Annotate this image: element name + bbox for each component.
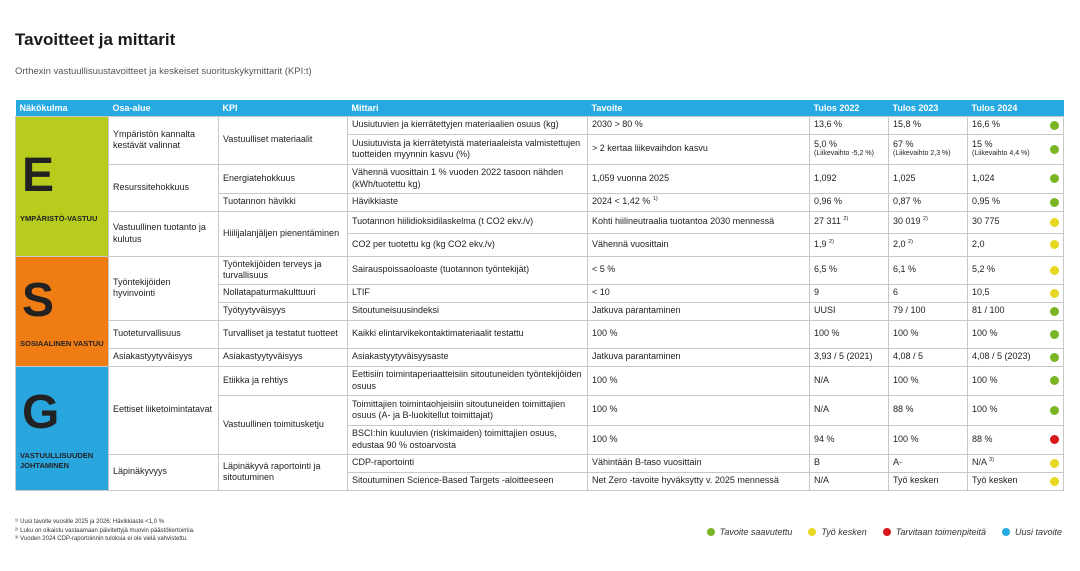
result-2024: 5,2 % bbox=[968, 256, 1044, 284]
footnote: ¹⁾ Uusi tavoite vuosille 2025 ja 2026: Hävikkiaste <1,0 % bbox=[15, 519, 165, 525]
status-cell bbox=[1044, 320, 1064, 348]
status-cell bbox=[1044, 454, 1064, 472]
table-row bbox=[16, 211, 1064, 233]
footnote-ref: 2) bbox=[829, 238, 834, 245]
status-cell bbox=[1044, 256, 1064, 284]
result-2023: 100 % bbox=[889, 320, 968, 348]
legend-item bbox=[808, 527, 866, 537]
pillar-name: SOSIAALINEN VASTUU bbox=[20, 339, 104, 349]
status-cell bbox=[1044, 193, 1064, 211]
table-row bbox=[16, 256, 1064, 284]
target-cell: < 10 bbox=[588, 284, 810, 302]
status-dot-icon bbox=[883, 528, 891, 536]
status-dot-icon bbox=[1050, 330, 1059, 339]
header-mittari: Mittari bbox=[348, 100, 588, 116]
result-note: (Liikevaihto 4,4 %) bbox=[972, 150, 1030, 158]
header-tavoite: Tavoite bbox=[588, 100, 810, 116]
result-2022: 0,96 % bbox=[810, 193, 889, 211]
target-cell: Jatkuva parantaminen bbox=[588, 348, 810, 366]
result-2023: 79 / 100 bbox=[889, 302, 968, 320]
result-2023 bbox=[889, 134, 968, 164]
metric-cell: Uusiutuvien ja kierrätettyjen materiaalien osuus (kg) bbox=[348, 116, 588, 134]
result-2024: 88 % bbox=[968, 425, 1044, 454]
pillar-letter: G bbox=[22, 386, 60, 440]
metric-cell: Eettisiin toimintaperiaatteisiin sitoutuneiden työntekijöiden osuus bbox=[348, 366, 588, 395]
metric-cell: Hävikkiaste bbox=[348, 193, 588, 211]
result-2024: Työ kesken bbox=[968, 472, 1044, 490]
status-dot-icon bbox=[1050, 145, 1059, 154]
result-value: 2,0 bbox=[893, 238, 906, 249]
area-cell: Asiakastyytyväisyys bbox=[109, 348, 219, 366]
result-2022: 1,092 bbox=[810, 164, 889, 193]
footnote-ref: 3) bbox=[989, 457, 994, 464]
page-title: Tavoitteet ja mittarit bbox=[15, 30, 176, 49]
status-dot-icon bbox=[1050, 435, 1059, 444]
result-2023: 88 % bbox=[889, 395, 968, 425]
area-cell: Tuoteturvallisuus bbox=[109, 320, 219, 348]
footnote-ref: 2) bbox=[908, 238, 913, 245]
page-subtitle: Orthexin vastuullisuustavoitteet ja keskeiset suorituskykymittarit (KPI:t) bbox=[15, 66, 312, 77]
result-2022: N/A bbox=[810, 395, 889, 425]
result-2024: 10,5 bbox=[968, 284, 1044, 302]
footnote: ³⁾ Vuoden 2024 CDP-raportoinnin tuloksia ei ole vielä vahvistettu. bbox=[15, 536, 188, 543]
target-cell: 100 % bbox=[588, 395, 810, 425]
result-2023: 100 % bbox=[889, 366, 968, 395]
area-cell: Eettiset liiketoimintatavat bbox=[109, 366, 219, 454]
legend-item bbox=[883, 527, 986, 537]
result-value: 30 019 bbox=[893, 216, 921, 227]
status-dot-icon bbox=[1050, 307, 1059, 316]
header-tulos-2022: Tulos 2022 bbox=[810, 100, 889, 116]
status-cell bbox=[1044, 348, 1064, 366]
metric-cell: CO2 per tuotettu kg (kg CO2 ekv./v) bbox=[348, 233, 588, 256]
kpi-cell: Työtyytyväisyys bbox=[219, 302, 348, 320]
pillar-g bbox=[16, 366, 109, 490]
result-note: (Liikevaihto 2,3 %) bbox=[893, 150, 951, 158]
result-value: 1,9 bbox=[814, 238, 827, 249]
header-osa-alue: Osa-alue bbox=[109, 100, 219, 116]
metric-cell: Sairauspoissaoloaste (tuotannon työntekijät) bbox=[348, 256, 588, 284]
result-2024: 4,08 / 5 (2023) bbox=[968, 348, 1044, 366]
result-2024: 2,0 bbox=[968, 233, 1044, 256]
area-cell: Läpinäkyvyys bbox=[109, 454, 219, 490]
area-cell: Työntekijöiden hyvinvointi bbox=[109, 256, 219, 320]
status-dot-icon bbox=[707, 528, 715, 536]
status-dot-icon bbox=[1050, 218, 1059, 227]
metric-cell: CDP-raportointi bbox=[348, 454, 588, 472]
status-dot-icon bbox=[1050, 240, 1059, 249]
status-legend bbox=[707, 527, 1062, 537]
target-cell: 2030 > 80 % bbox=[588, 116, 810, 134]
result-2024: 81 / 100 bbox=[968, 302, 1044, 320]
target-value: 2024 < 1,42 % bbox=[592, 196, 651, 207]
metric-cell: Sitoutuminen Science-Based Targets -aloitteeseen bbox=[348, 472, 588, 490]
footnotes bbox=[15, 518, 195, 544]
result-2022: 6,5 % bbox=[810, 256, 889, 284]
metric-cell: Kaikki elintarvikekontaktimateriaalit testattu bbox=[348, 320, 588, 348]
metric-cell: BSCI:hin kuuluvien (riskimaiden) toimittajien osuus, edustaa 90 % ostoarvosta bbox=[348, 425, 588, 454]
area-cell: Vastuullinen tuotanto ja kulutus bbox=[109, 211, 219, 256]
status-cell bbox=[1044, 472, 1064, 490]
status-cell bbox=[1044, 302, 1064, 320]
kpi-cell: Nollatapaturmakulttuuri bbox=[219, 284, 348, 302]
legend-label: Tavoite saavutettu bbox=[719, 527, 793, 537]
result-2023: 0,87 % bbox=[889, 193, 968, 211]
metric-cell: Uusiutuvista ja kierrätetyistä materiaaleista valmistettujen tuotteiden myynnin kasvu (%) bbox=[348, 134, 588, 164]
pillar-name: VASTUULLISUUDEN JOHTAMINEN bbox=[20, 451, 94, 470]
result-2022: 3,93 / 5 (2021) bbox=[810, 348, 889, 366]
target-cell bbox=[588, 193, 810, 211]
result-2022: N/A bbox=[810, 472, 889, 490]
result-2024: 1,024 bbox=[968, 164, 1044, 193]
target-cell: Kohti hiilineutraalia tuotantoa 2030 mennessä bbox=[588, 211, 810, 233]
result-2023: 15,8 % bbox=[889, 116, 968, 134]
status-dot-icon bbox=[1050, 406, 1059, 415]
result-2022: UUSI bbox=[810, 302, 889, 320]
kpi-cell: Vastuullinen toimitusketju bbox=[219, 395, 348, 454]
result-value: 5,0 % bbox=[814, 139, 838, 149]
result-2023: Työ kesken bbox=[889, 472, 968, 490]
result-2022: 94 % bbox=[810, 425, 889, 454]
pillar-e bbox=[16, 116, 109, 256]
header-nakokulma: Näkökulma bbox=[16, 100, 109, 116]
target-cell: Net Zero -tavoite hyväksytty v. 2025 mennessä bbox=[588, 472, 810, 490]
table-row bbox=[16, 164, 1064, 193]
status-cell bbox=[1044, 233, 1064, 256]
kpi-cell: Tuotannon hävikki bbox=[219, 193, 348, 211]
kpi-table bbox=[15, 100, 1064, 491]
result-2022 bbox=[810, 233, 889, 256]
result-2022: 13,6 % bbox=[810, 116, 889, 134]
kpi-cell: Turvalliset ja testatut tuotteet bbox=[219, 320, 348, 348]
table-row bbox=[16, 116, 1064, 134]
result-2023: A- bbox=[889, 454, 968, 472]
footnote-ref: 1) bbox=[652, 196, 658, 203]
legend-item bbox=[1002, 527, 1062, 537]
status-dot-icon bbox=[1050, 353, 1059, 362]
result-value: 27 311 bbox=[814, 216, 841, 227]
result-2024: 100 % bbox=[968, 395, 1044, 425]
result-2022: 9 bbox=[810, 284, 889, 302]
target-cell: < 5 % bbox=[588, 256, 810, 284]
result-value: 15 % bbox=[972, 139, 993, 149]
kpi-cell: Läpinäkyvä raportointi ja sitoutuminen bbox=[219, 454, 348, 490]
target-cell: 100 % bbox=[588, 366, 810, 395]
pillar-letter: E bbox=[22, 149, 55, 203]
status-cell bbox=[1044, 425, 1064, 454]
result-2024: 0,95 % bbox=[968, 193, 1044, 211]
result-2022: 100 % bbox=[810, 320, 889, 348]
target-cell: > 2 kertaa liikevaihdon kasvu bbox=[588, 134, 810, 164]
result-2024 bbox=[968, 134, 1044, 164]
status-dot-icon bbox=[1050, 121, 1059, 130]
result-2023 bbox=[889, 211, 968, 233]
result-2024: 100 % bbox=[968, 366, 1044, 395]
result-2023 bbox=[889, 233, 968, 256]
status-dot-icon bbox=[1050, 477, 1059, 486]
result-value: N/A bbox=[972, 457, 987, 468]
metric-cell: LTIF bbox=[348, 284, 588, 302]
metric-cell: Asiakastyytyväisyysaste bbox=[348, 348, 588, 366]
result-2024: 100 % bbox=[968, 320, 1044, 348]
metric-cell: Tuotannon hiilidioksidilaskelma (t CO2 ekv./v) bbox=[348, 211, 588, 233]
status-cell bbox=[1044, 395, 1064, 425]
status-cell bbox=[1044, 211, 1064, 233]
result-2022 bbox=[810, 211, 889, 233]
status-dot-icon bbox=[1050, 174, 1059, 183]
target-cell: Vähennä vuosittain bbox=[588, 233, 810, 256]
header-tulos-2024: Tulos 2024 bbox=[968, 100, 1064, 116]
result-2023: 6,1 % bbox=[889, 256, 968, 284]
kpi-cell: Energiatehokkuus bbox=[219, 164, 348, 193]
target-cell: Vähintään B-taso vuosittain bbox=[588, 454, 810, 472]
kpi-cell: Vastuulliset materiaalit bbox=[219, 116, 348, 164]
metric-cell: Vähennä vuosittain 1 % vuoden 2022 tasoon nähden (kWh/tuotettu kg) bbox=[348, 164, 588, 193]
status-cell bbox=[1044, 164, 1064, 193]
result-2024: 30 775 bbox=[968, 211, 1044, 233]
result-2022: N/A bbox=[810, 366, 889, 395]
target-cell: 1,059 vuonna 2025 bbox=[588, 164, 810, 193]
legend-label: Työ kesken bbox=[821, 527, 867, 537]
result-2023: 4,08 / 5 bbox=[889, 348, 968, 366]
table-row bbox=[16, 320, 1064, 348]
table-row bbox=[16, 366, 1064, 395]
metric-cell: Sitoutuneisuusindeksi bbox=[348, 302, 588, 320]
pillar-letter: S bbox=[22, 274, 55, 328]
legend-label: Tarvitaan toimenpiteitä bbox=[895, 527, 986, 537]
table-header bbox=[16, 100, 1064, 116]
footnote: ²⁾ Luku on oikaistu vastaamaan päivitettyjä muovin päästökertoimia. bbox=[15, 527, 195, 534]
kpi-cell: Etiikka ja rehtiys bbox=[219, 366, 348, 395]
result-2023: 100 % bbox=[889, 425, 968, 454]
result-2022: B bbox=[810, 454, 889, 472]
status-cell bbox=[1044, 366, 1064, 395]
status-cell bbox=[1044, 134, 1064, 164]
result-2023: 1,025 bbox=[889, 164, 968, 193]
status-cell bbox=[1044, 116, 1064, 134]
result-2024: 16,6 % bbox=[968, 116, 1044, 134]
status-dot-icon bbox=[1050, 266, 1059, 275]
footnote-ref: 2) bbox=[843, 216, 849, 223]
legend-label: Uusi tavoite bbox=[1014, 527, 1062, 537]
area-cell: Resurssitehokkuus bbox=[109, 164, 219, 211]
status-dot-icon bbox=[1002, 528, 1010, 536]
header-tulos-2023: Tulos 2023 bbox=[889, 100, 968, 116]
status-dot-icon bbox=[1050, 376, 1059, 385]
table-row bbox=[16, 454, 1064, 472]
pillar-s bbox=[16, 256, 109, 366]
area-cell: Ympäristön kannalta kestävät valinnat bbox=[109, 116, 219, 164]
result-value: 67 % bbox=[893, 139, 914, 149]
result-2024 bbox=[968, 454, 1044, 472]
table-row bbox=[16, 348, 1064, 366]
legend-item bbox=[707, 527, 793, 537]
header-kpi: KPI bbox=[219, 100, 348, 116]
status-dot-icon bbox=[1050, 459, 1059, 468]
status-dot-icon bbox=[1050, 289, 1059, 298]
footnote-ref: 2) bbox=[923, 216, 928, 223]
result-note: (Liikevaihto -5,2 %) bbox=[814, 150, 874, 158]
metric-cell: Toimittajien toimintaohjeisiin sitoutuneiden toimittajien osuus (A- ja B-luokitellut toimittajat) bbox=[348, 395, 588, 425]
result-2023: 6 bbox=[889, 284, 968, 302]
target-cell: 100 % bbox=[588, 320, 810, 348]
pillar-name: YMPÄRISTÖ-VASTUU bbox=[20, 214, 98, 224]
status-dot-icon bbox=[808, 528, 816, 536]
result-2022 bbox=[810, 134, 889, 164]
kpi-cell: Työntekijöiden terveys ja turvallisuus bbox=[219, 256, 348, 284]
kpi-cell: Asiakastyytyväisyys bbox=[219, 348, 348, 366]
target-cell: 100 % bbox=[588, 425, 810, 454]
target-cell: Jatkuva parantaminen bbox=[588, 302, 810, 320]
status-cell bbox=[1044, 284, 1064, 302]
status-dot-icon bbox=[1050, 198, 1059, 207]
kpi-cell: Hiilijalanjäljen pienentäminen bbox=[219, 211, 348, 256]
